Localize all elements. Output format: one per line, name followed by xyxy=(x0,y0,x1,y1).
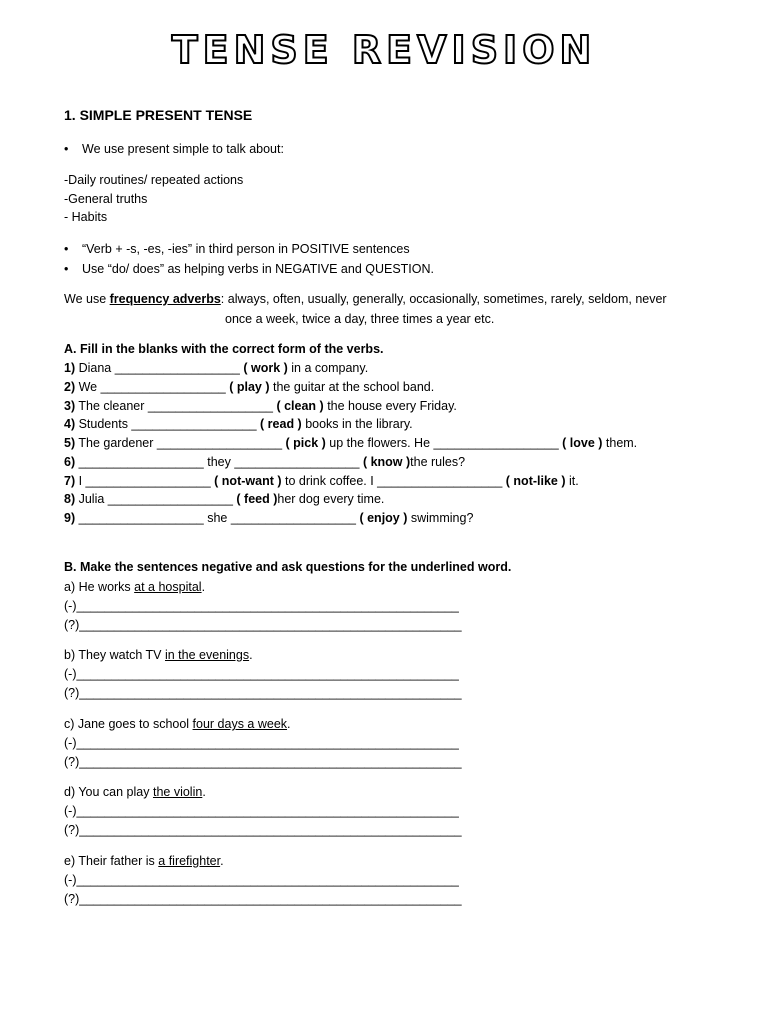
rule-text: “Verb + -s, -es, -ies” in third person in POSITIVE sentences xyxy=(82,242,410,256)
exercise-a-heading: A. Fill in the blanks with the correct form of the verbs. xyxy=(64,342,384,356)
negative-answer-line[interactable]: (-)_______________________________________________________ xyxy=(64,804,459,818)
bullet-dot-icon: • xyxy=(64,262,69,276)
exercise-b-sentence xyxy=(64,716,291,732)
exercise-a-item xyxy=(64,510,473,526)
item-text: I xyxy=(75,474,86,488)
exercise-b-heading: B. Make the sentences negative and ask questions for the underlined word. xyxy=(64,560,512,574)
item-number: 1) xyxy=(64,361,76,375)
intro-bullet xyxy=(64,141,284,157)
sentence-text: . xyxy=(249,648,253,662)
item-text: them. xyxy=(602,436,638,450)
bullet-dot-icon: • xyxy=(64,242,69,256)
exercise-b-sentence xyxy=(64,579,205,595)
verb-hint: ( play ) xyxy=(225,380,270,394)
exercise-a-item xyxy=(64,398,457,414)
answer-blank[interactable]: __________________ xyxy=(131,417,257,431)
sentence-text: c) Jane goes to school xyxy=(64,717,193,731)
item-text: the guitar at the school band. xyxy=(269,380,435,394)
sentence-text: . xyxy=(220,854,224,868)
item-number: 3) xyxy=(64,399,76,413)
item-text: Diana xyxy=(75,361,115,375)
sentence-text: . xyxy=(202,785,206,799)
exercise-a-item xyxy=(64,454,465,470)
verb-hint: ( not-want ) xyxy=(210,474,282,488)
item-number: 4) xyxy=(64,417,76,431)
exercise-a-item xyxy=(64,473,579,489)
underlined-word: the violin xyxy=(152,785,203,799)
sentence-text: d) You can play xyxy=(64,785,153,799)
item-text: We xyxy=(75,380,101,394)
answer-blank[interactable]: __________________ xyxy=(156,436,283,450)
answer-blank[interactable]: __________________ xyxy=(78,455,204,469)
answer-blank[interactable]: __________________ xyxy=(147,399,273,413)
verb-hint: ( read ) xyxy=(256,417,302,431)
freq-list: : always, often, usually, generally, occasionally, sometimes, rarely, seldom, never xyxy=(220,292,667,306)
negative-answer-line[interactable]: (-)_______________________________________________________ xyxy=(64,736,459,750)
answer-blank[interactable]: __________________ xyxy=(100,380,226,394)
exercise-b-sentence xyxy=(64,853,224,869)
verb-hint: ( work ) xyxy=(239,361,288,375)
frequency-adverbs-line2: once a week, twice a day, three times a year etc. xyxy=(225,312,495,326)
sentence-text: b) They watch TV xyxy=(64,648,165,662)
verb-hint: ( clean ) xyxy=(273,399,324,413)
item-text: in a company. xyxy=(287,361,369,375)
verb-hint: ( pick ) xyxy=(282,436,326,450)
exercise-a-item xyxy=(64,491,384,507)
item-number: 2) xyxy=(64,380,76,394)
verb-hint: ( love ) xyxy=(558,436,603,450)
negative-answer-line[interactable]: (-)_______________________________________________________ xyxy=(64,667,459,681)
item-text: Students xyxy=(75,417,132,431)
page-title: TENSE REVISION xyxy=(171,28,597,72)
item-text: the rules? xyxy=(410,455,466,469)
answer-blank[interactable]: __________________ xyxy=(230,511,356,525)
item-text: Julia xyxy=(75,492,108,506)
intro-bullet-text: We use present simple to talk about: xyxy=(82,142,284,156)
question-answer-line[interactable]: (?)_______________________________________________________ xyxy=(64,618,462,632)
negative-answer-line[interactable]: (-)_______________________________________________________ xyxy=(64,599,459,613)
item-text: she xyxy=(203,511,231,525)
underlined-word: at a hospital xyxy=(134,580,202,594)
question-answer-line[interactable]: (?)_______________________________________________________ xyxy=(64,892,462,906)
freq-lead: We use xyxy=(64,292,110,306)
verb-hint: ( feed ) xyxy=(232,492,278,506)
answer-blank[interactable]: __________________ xyxy=(377,474,503,488)
verb-hint: ( not-like ) xyxy=(502,474,566,488)
item-text: the house every Friday. xyxy=(323,399,457,413)
item-text: books in the library. xyxy=(301,417,413,431)
exercise-a-item xyxy=(64,379,434,395)
exercise-b-sentence xyxy=(64,647,253,663)
verb-hint: ( enjoy ) xyxy=(356,511,408,525)
rule-text: Use “do/ does” as helping verbs in NEGATIVE and QUESTION. xyxy=(82,262,434,276)
underlined-word: four days a week xyxy=(192,717,288,731)
sentence-text: a) He works xyxy=(64,580,135,594)
exercise-a-item xyxy=(64,416,413,432)
item-text: up the flowers. He xyxy=(325,436,434,450)
item-text: The cleaner xyxy=(75,399,148,413)
underlined-word: a firefighter xyxy=(158,854,221,868)
exercise-b-sentence xyxy=(64,784,206,800)
item-number: 7) xyxy=(64,474,76,488)
rule-item xyxy=(64,261,434,277)
answer-blank[interactable]: __________________ xyxy=(234,455,360,469)
use-item: -Daily routines/ repeated actions xyxy=(64,173,244,187)
use-item: - Habits xyxy=(64,210,108,224)
sentence-text: e) Their father is xyxy=(64,854,159,868)
rule-item xyxy=(64,241,410,257)
answer-blank[interactable]: __________________ xyxy=(107,492,233,506)
sentence-text: . xyxy=(287,717,291,731)
exercise-a-item xyxy=(64,360,368,376)
verb-hint: ( know ) xyxy=(359,455,411,469)
question-answer-line[interactable]: (?)_______________________________________________________ xyxy=(64,686,462,700)
answer-blank[interactable]: __________________ xyxy=(78,511,204,525)
item-number: 9) xyxy=(64,511,76,525)
bullet-dot-icon: • xyxy=(64,142,69,156)
freq-term: frequency adverbs xyxy=(109,292,221,306)
frequency-adverbs-line xyxy=(64,291,667,307)
question-answer-line[interactable]: (?)_______________________________________________________ xyxy=(64,755,462,769)
item-text: to drink coffee. I xyxy=(281,474,378,488)
item-number: 6) xyxy=(64,455,76,469)
answer-blank[interactable]: __________________ xyxy=(114,361,240,375)
use-item: -General truths xyxy=(64,192,148,206)
answer-blank[interactable]: __________________ xyxy=(85,474,211,488)
item-text: her dog every time. xyxy=(277,492,385,506)
item-number: 8) xyxy=(64,492,76,506)
item-text: The gardener xyxy=(75,436,157,450)
section-heading: 1. SIMPLE PRESENT TENSE xyxy=(64,107,253,123)
answer-blank[interactable]: __________________ xyxy=(433,436,559,450)
exercise-a-item xyxy=(64,435,637,451)
item-text: it. xyxy=(565,474,579,488)
item-text: they xyxy=(203,455,235,469)
item-text: swimming? xyxy=(407,511,474,525)
sentence-text: . xyxy=(201,580,206,594)
question-answer-line[interactable]: (?)_______________________________________________________ xyxy=(64,823,462,837)
item-number: 5) xyxy=(64,436,76,450)
negative-answer-line[interactable]: (-)_______________________________________________________ xyxy=(64,873,459,887)
underlined-word: in the evenings xyxy=(164,648,250,662)
